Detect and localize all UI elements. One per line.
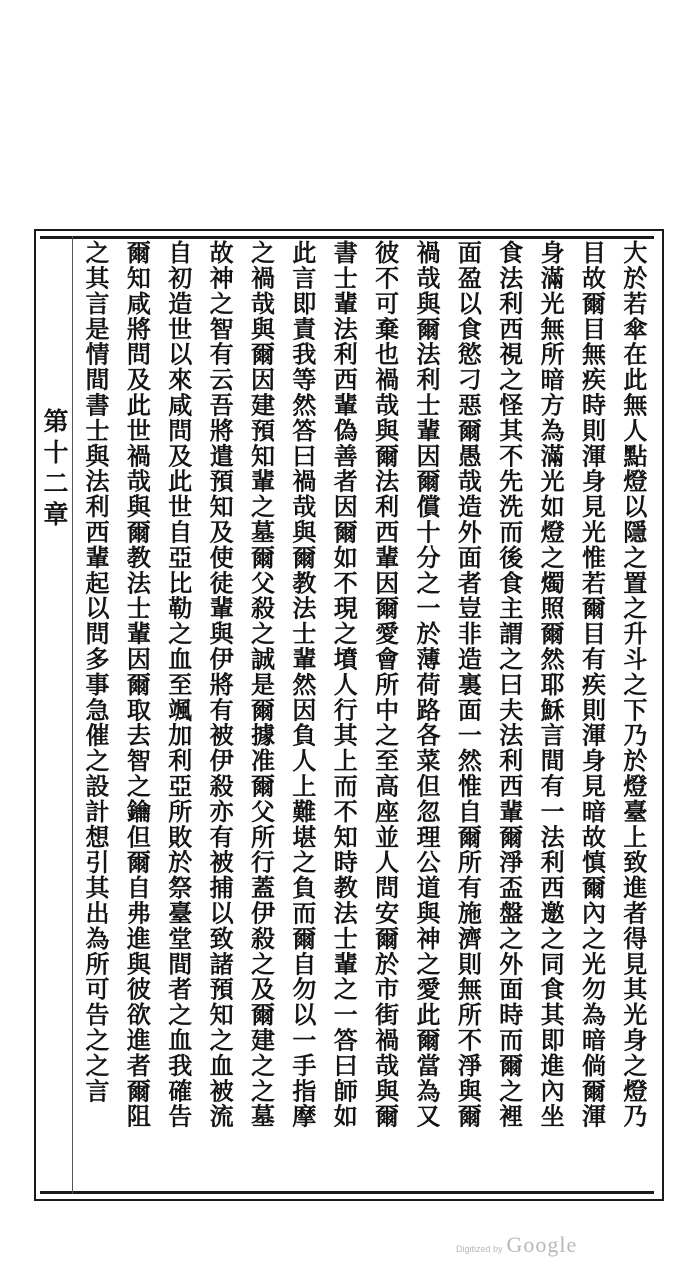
text-column: 身滿光無所暗方為滿光如燈之燭照爾然耶穌言間有一法利西邀之同食其即進內坐	[536, 240, 566, 1129]
margin-rule	[72, 236, 73, 1194]
body-text	[80, 240, 648, 1190]
text-column: 之其言是情間書士與法利西輩起以問多事急催之設計想引其出為所可告之之言	[81, 240, 110, 1104]
text-column: 爾知咸將問及此世禍哉與爾教法士輩因爾取去智之鑰但爾自弗進與彼欲進者爾阻	[122, 240, 152, 1129]
google-logo: Google	[506, 1232, 578, 1257]
text-column: 彼不可棄也禍哉與爾法利西輩因爾愛會所中之至高座並人問安爾於市街禍哉與爾	[370, 240, 400, 1129]
digitized-watermark	[456, 1232, 577, 1258]
text-column: 面盈以食慾刁惡爾愚哉造外面者豈非造裏面一然惟自爾所有施濟則無所不淨與爾	[453, 240, 483, 1129]
text-column: 之禍哉與爾因建預知輩之墓爾父殺之誠是爾據准爾父所行蓋伊殺之及爾建之之墓	[246, 240, 276, 1129]
text-column: 故神之智有云吾將遣預知及使徒輩與伊將有被伊殺亦有被捕以致諸預知之血被流	[205, 240, 235, 1129]
text-column: 此言即責我等然答曰禍哉與爾教法士輩然因負人上難堪之負而爾自勿以一手指摩	[287, 240, 317, 1129]
watermark-prefix: Digitized by	[456, 1244, 503, 1254]
text-column: 禍哉與爾法利士輩因爾償十分之一於薄荷路各菜但忽理公道與神之愛此爾當為又	[412, 240, 441, 1129]
text-column: 自初造世以來咸問及此世自亞比勒之血至颯加利亞所敗於祭臺堂間者之血我確告	[163, 240, 193, 1129]
text-column: 目故爾目無疾時則渾身見光惟若爾目有疾則渾身見暗故慎爾內之光勿為暗倘爾渾	[577, 240, 607, 1129]
text-column: 書士輩法利西輩偽善者因爾如不現之墳人行其上而不知時教法士輩之一答曰師如	[329, 240, 359, 1129]
text-column: 食法利西視之怪其不先洗而後食主謂之曰夫法利西輩爾淨盃盤之外面時而爾之裡	[494, 240, 524, 1129]
chapter-heading: 第十二章	[40, 408, 69, 532]
text-column: 大於若傘在此無人點燈以隱之置之升斗之下乃於燈臺上致進者得見其光身之燈乃	[618, 240, 648, 1129]
